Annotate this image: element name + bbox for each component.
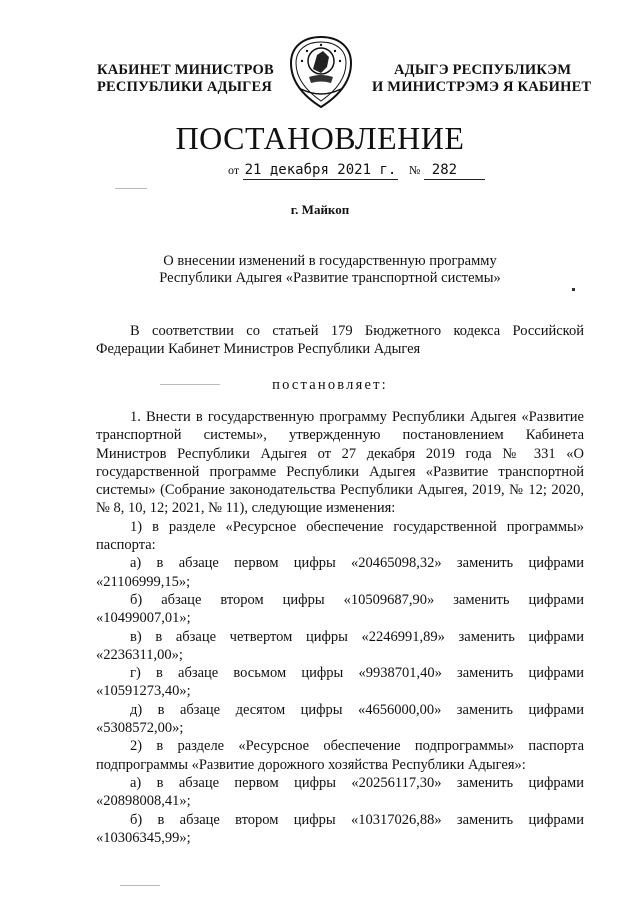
- issuer-line-2: РЕСПУБЛИКИ АДЫГЕЯ: [97, 79, 273, 95]
- city: г. Майкоп: [290, 202, 350, 217]
- item-1-1-g: г) в абзаце восьмом цифры «9938701,40» заменить цифрами «10591273,40»;: [96, 665, 584, 700]
- subject-line-1: О внесении изменений в государственную программу: [163, 253, 497, 269]
- scan-speck: [120, 885, 160, 886]
- item-1-1-d: д) в абзаце десятом цифры «4656000,00» заменить цифрами «5308572,00»;: [96, 701, 584, 737]
- resolves-word: постановляет:: [272, 377, 388, 393]
- subject-line-2: Республики Адыгея «Развитие транспортной системы»: [159, 270, 501, 286]
- document-date: 21 декабря 2021 г.: [244, 162, 397, 178]
- date-from-label: от: [228, 163, 240, 177]
- item-1-2-b: б) в абзаце втором цифры «10317026,88» заменить цифрами «10306345,99»;: [96, 811, 584, 846]
- scan-speck: [572, 288, 575, 291]
- scan-speck: [115, 188, 147, 189]
- document-number: 282: [424, 162, 485, 180]
- item-1-1-a: а) в абзаце первом цифры «20465098,32» заменить цифрами «21106999,15»;: [96, 555, 584, 590]
- item-1-2-a: а) в абзаце первом цифры «20256117,30» заменить цифрами «20898008,41»;: [96, 774, 584, 810]
- issuer-name-adyghe: [372, 62, 591, 96]
- item-1-1: 1) в разделе «Ресурсное обеспечение государственной программы» паспорта:: [96, 518, 584, 554]
- issuer-line-1: КАБИНЕТ МИНИСТРОВ: [97, 62, 274, 78]
- coat-of-arms-icon: [287, 33, 355, 111]
- item-1-1-b: б) абзаце втором цифры «10509687,90» заменить цифрами «10499007,01»;: [96, 591, 584, 627]
- preamble: В соответствии со статьей 179 Бюджетного кодекса Российской Федерации Кабинет Министров Республики Адыгея: [96, 323, 584, 358]
- issuer-name-russian: [97, 62, 274, 96]
- issuer-adyghe-line-1: АДЫГЭ РЕСПУБЛИКЭМ: [394, 62, 572, 78]
- document-title: ПОСТАНОВЛЕНИЕ: [175, 120, 465, 156]
- document-subject: [0, 253, 640, 287]
- item-1-2: 2) в разделе «Ресурсное обеспечение подпрограммы» паспорта подпрограммы «Развитие дорожного хозяйства Республики Адыгея»:: [96, 738, 584, 773]
- scan-speck: [160, 384, 220, 385]
- number-label: №: [408, 163, 421, 177]
- date-number-line: [228, 162, 485, 179]
- issuer-adyghe-line-2: И МИНИСТРЭМЭ Я КАБИНЕТ: [372, 79, 592, 95]
- preamble-block: [96, 322, 584, 359]
- resolution-body: [96, 408, 584, 847]
- item-1-1-v: в) в абзаце четвертом цифры «2246991,89» заменить цифрами «2236311,00»;: [96, 628, 584, 663]
- item-1: 1. Внести в государственную программу Республики Адыгея «Развитие транспортной системы», утвержденную постановлением Кабинета Министров Республики Адыгея от 27 декабря 2019 года № 331 «О государственной программе Республики Адыгея «Развитие транспортной системы» (Собрание законодательства Республики Адыгея, 2019, № 12; 2020, № 8, 10, 12; 2021, № 11), следующие изменения:: [96, 409, 584, 517]
